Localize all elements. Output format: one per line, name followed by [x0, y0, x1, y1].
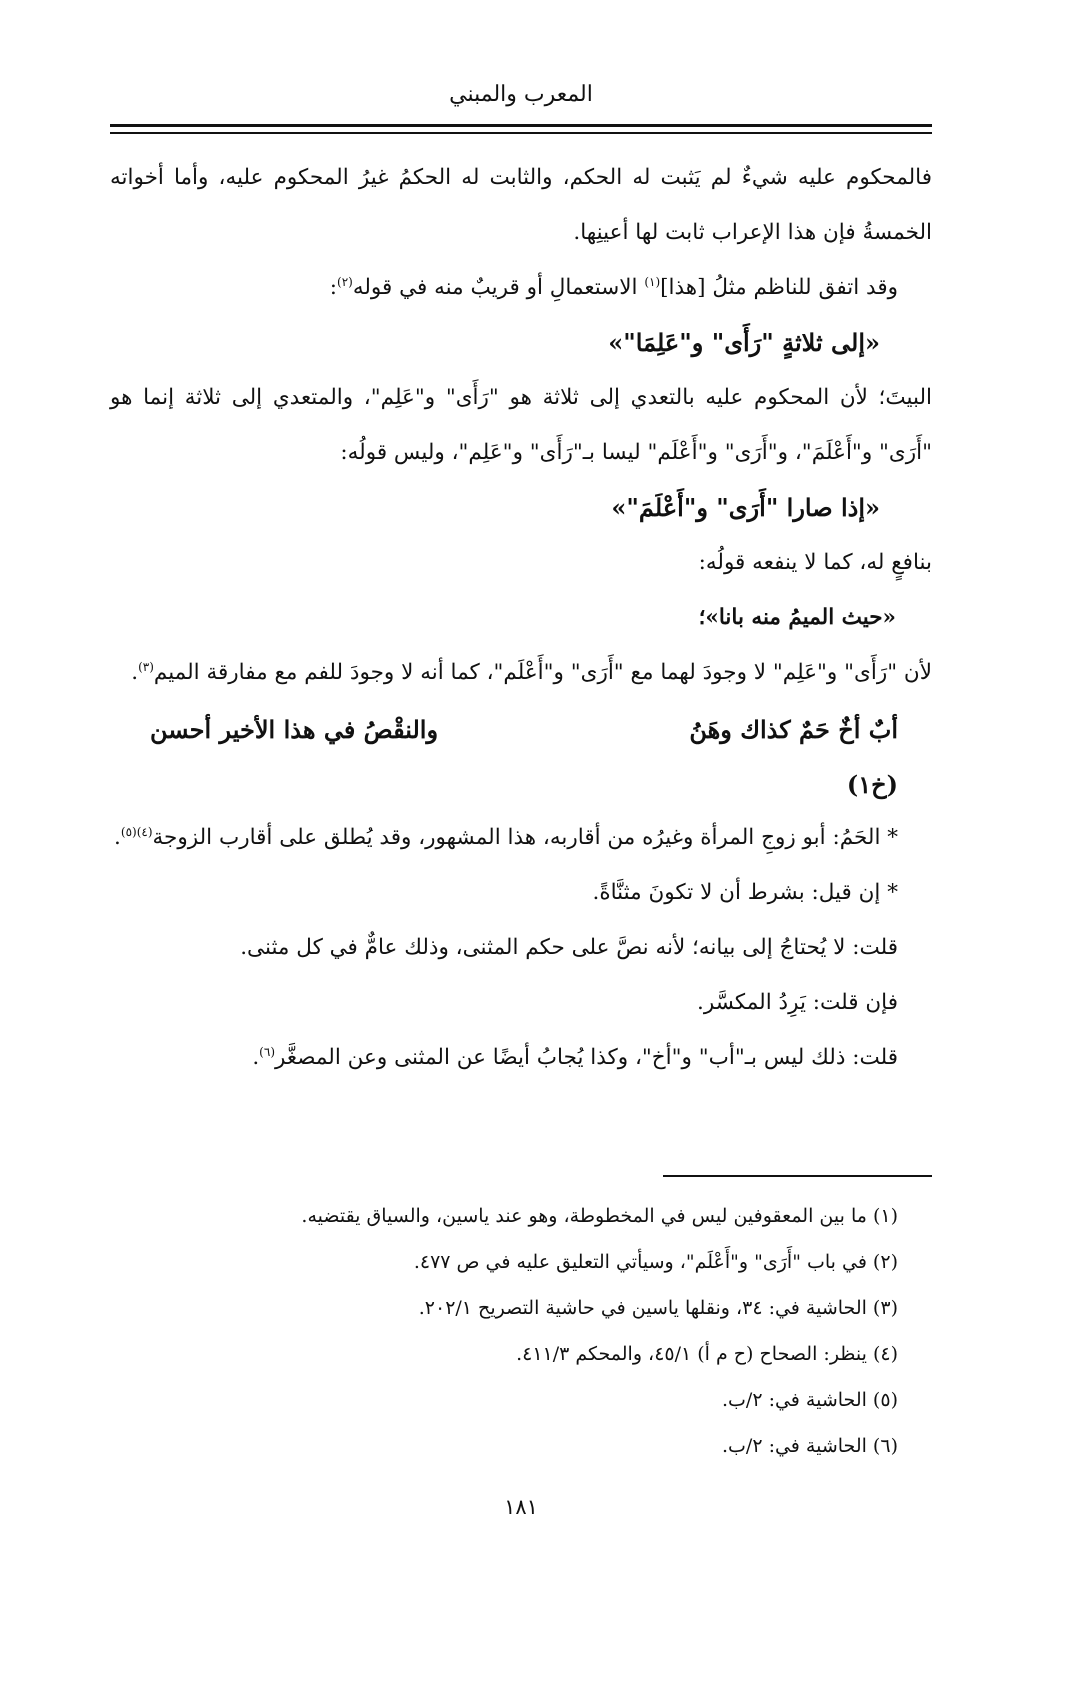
- running-header: المعرب والمبني: [449, 82, 593, 107]
- paragraph-9: فإن قلت: يَرِدُ المكسَّر.: [697, 990, 898, 1015]
- verse-hemistich-left: والنقْصُ في هذا الأخير أحسن: [150, 715, 439, 744]
- verse-quote-3: «حيث الميمُ منه بانا»؛: [698, 605, 896, 630]
- footnotes-list: [110, 1193, 932, 1469]
- footnote-1: (١) ما بين المعقوفين ليس في المخطوطة، وهو عند ياسين، والسياق يقتضيه.: [301, 1205, 898, 1227]
- footnote-6: (٦) الحاشية في: ٢/ب.: [721, 1435, 898, 1457]
- footnote-ref-4-5[interactable]: (٤)(٥): [120, 824, 153, 839]
- paragraph-4: بنافعٍ له، كما لا ينفعه قولُه:: [698, 550, 932, 575]
- paragraph-6: * الحَمُ: أبو زوجِ المرأة وغيرُه من أقاربه، هذا المشهور، وقد يُطلق على أقارب الزوجة$^{(٤)(٥)}$.: [114, 824, 898, 850]
- footnote-ref-6[interactable]: (٦): [259, 1044, 275, 1059]
- paragraph-7: * إن قيل: بشرط أن لا تكونَ مثنَّاةً.: [592, 880, 898, 905]
- verse-quote-1: «إلى ثلاثةٍ "رَأَى" و"عَلِمَا"»: [608, 328, 880, 357]
- footnote-3: (٣) الحاشية في: ٣٤، ونقلها ياسين في حاشية التصريح ٢٠٢/١.: [418, 1297, 898, 1319]
- footnote-ref-1[interactable]: (١): [644, 274, 661, 289]
- verse-tag: (خ١): [846, 770, 898, 799]
- main-text: [110, 150, 932, 1085]
- page-number: ١٨١: [504, 1495, 538, 1519]
- verse-hemistich-right: أبٌ أخٌ حَمٌ كذاك وهَنُ: [689, 715, 898, 744]
- footnote-ref-3[interactable]: (٣): [138, 659, 154, 674]
- footnote-4: (٤) ينظر: الصحاح (ح م أ) ٤٥/١، والمحكم ٤١١/٣.: [516, 1343, 898, 1365]
- footnote-5: (٥) الحاشية في: ٢/ب.: [721, 1389, 898, 1411]
- footnote-2: (٢) في باب "أَرَى" و"أَعْلَم"، وسيأتي التعليق عليه في ص ٤٧٧.: [413, 1251, 898, 1273]
- poem-verse: [110, 700, 932, 760]
- footnote-ref-2[interactable]: (٢): [337, 274, 353, 289]
- paragraph-2: وقد اتفق للناظم مثلُ [هذا]$^{(١)}$ الاستعمالِ أو قريبٌ منه في قوله$^{(٢)}$:: [329, 274, 898, 300]
- footnote-separator: [663, 1175, 932, 1177]
- verse-quote-2: «إذا صارا "أَرَى" و"أَعْلَمَ"»: [611, 493, 880, 522]
- paragraph-3: البيتَ؛ لأن المحكوم عليه بالتعدي إلى ثلاثة هو "رَأَى" و"عَلِم"، والمتعدي إلى ثلاثة إنما هو "أَرَى" و"أَعْلَمَ"، و"أَرَى" و"أَعْلَم" ليسا بـ"رَأَى" و"عَلِم"، وليس قولُه:: [110, 385, 932, 465]
- paragraph-8: قلت: لا يُحتاجُ إلى بيانه؛ لأنه نصَّ على حكم المثنى، وذلك عامٌّ في كل مثنى.: [240, 935, 898, 960]
- paragraph-1: فالمحكوم عليه شيءٌ لم يَثبت له الحكم، والثابت له الحكمُ غيرُ المحكوم عليه، وأما أخواته الخمسةُ فإن هذا الإعراب ثابت لها أعينِها.: [110, 165, 932, 245]
- paragraph-10: قلت: ذلك ليس بـ"أب" و"أخ"، وكذا يُجابُ أيضًا عن المثنى وعن المصغَّر$^{(٦)}$.: [252, 1044, 898, 1070]
- header-rule-thin: [110, 132, 932, 134]
- header-rule-thick: [110, 124, 932, 127]
- paragraph-5: لأن "رَأَى" و"عَلِم" لا وجودَ لهما مع "أَرَى" و"أَعْلَم"، كما أنه لا وجودَ للفم مع مفارقة الميم$^{(٣)}$.: [131, 659, 932, 685]
